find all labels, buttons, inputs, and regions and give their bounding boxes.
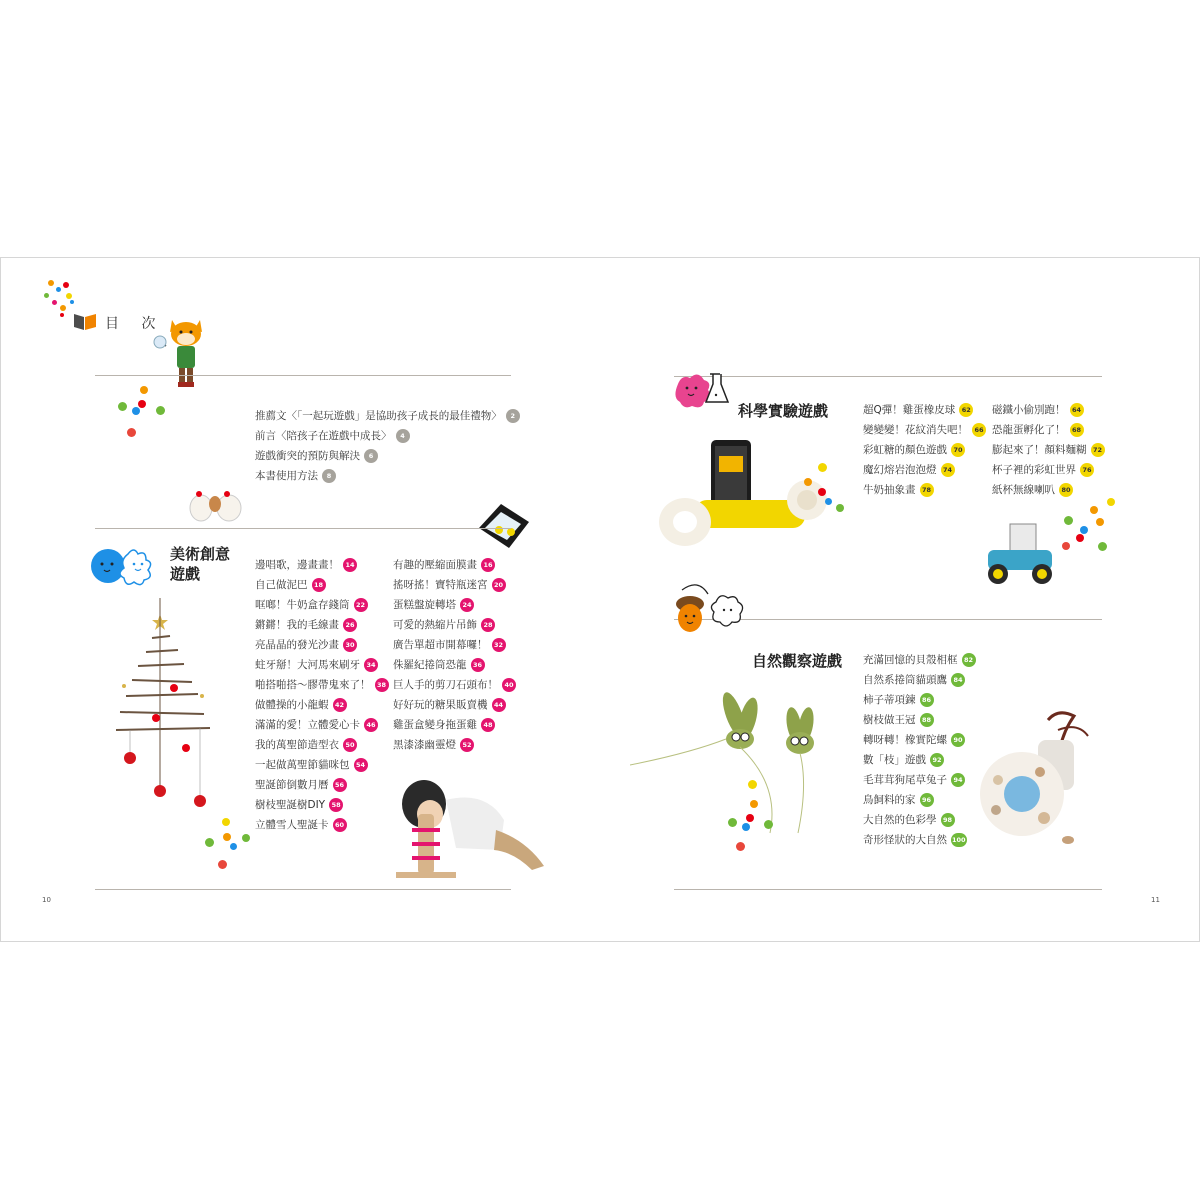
page-badge: 38 [375, 678, 389, 692]
egg-chicken-illustration [185, 488, 255, 524]
page-badge: 2 [506, 409, 520, 423]
page-badge: 74 [941, 463, 955, 477]
section-title-science: 科學實驗遊戲 [738, 402, 829, 420]
entry-title: 蛋糕盤旋轉塔 [393, 598, 456, 611]
page-badge: 34 [364, 658, 378, 672]
toc-entry[interactable] [863, 403, 973, 417]
toc-entry[interactable] [255, 429, 410, 443]
page-badge: 14 [343, 558, 357, 572]
page-badge: 82 [962, 653, 976, 667]
entry-title: 毛茸茸狗尾草兔子 [863, 773, 947, 786]
page-badge: 100 [951, 833, 967, 847]
toc-entry[interactable] [863, 733, 965, 747]
toc-entry[interactable] [863, 833, 967, 847]
entry-title: 哐啷！牛奶盒存錢筒 [255, 598, 350, 611]
page-badge: 86 [920, 693, 934, 707]
entry-title: 牛奶抽象畫 [863, 483, 916, 496]
toc-entry[interactable] [255, 778, 347, 792]
entry-title: 恐龍蛋孵化了！ [992, 423, 1066, 436]
toc-entry[interactable] [255, 678, 389, 692]
page-badge: 54 [354, 758, 368, 772]
page-badge: 32 [492, 638, 506, 652]
toc-entry[interactable] [393, 558, 495, 572]
entry-title: 好好玩的糖果販賣機 [393, 698, 488, 711]
toc-entry[interactable] [863, 813, 955, 827]
entry-title: 立體雪人聖誕卡 [255, 818, 329, 831]
toc-entry[interactable] [255, 698, 347, 712]
entry-title: 彩虹糖的顏色遊戲 [863, 443, 947, 456]
page-badge: 96 [920, 793, 934, 807]
page-badge: 18 [312, 578, 326, 592]
science-mascot-illustration [672, 368, 732, 410]
toc-entry[interactable] [992, 443, 1105, 457]
page-badge: 42 [333, 698, 347, 712]
page-badge: 68 [1070, 423, 1084, 437]
entry-title: 蛀牙掰！大河馬來刷牙 [255, 658, 360, 671]
entry-title: 數「枝」遊戲 [863, 753, 926, 766]
toc-entry[interactable] [393, 598, 474, 612]
toc-entry[interactable] [393, 658, 485, 672]
toc-entry[interactable] [393, 618, 495, 632]
entry-title: 樹枝做王冠 [863, 713, 916, 726]
toc-entry[interactable] [863, 793, 934, 807]
entry-title: 前言〈陪孩子在遊戲中成長〉 [255, 429, 392, 442]
twig-christmas-tree-illustration [112, 588, 222, 808]
toc-entry[interactable] [255, 469, 336, 483]
page-badge: 22 [354, 598, 368, 612]
shiba-dog-illustration [148, 312, 212, 396]
page-badge: 72 [1091, 443, 1105, 457]
section-title-nature: 自然觀察遊戲 [752, 652, 843, 670]
toc-heading: 目 次 [105, 316, 165, 332]
entry-title: 可愛的熱縮片吊飾 [393, 618, 477, 631]
entry-title: 侏羅紀捲筒恐龍 [393, 658, 467, 671]
toc-entry[interactable] [863, 653, 976, 667]
toc-entry[interactable] [255, 598, 368, 612]
entry-title: 亮晶晶的發光沙畫 [255, 638, 339, 651]
toc-entry[interactable] [863, 463, 955, 477]
book-icon [72, 312, 98, 332]
page-badge: 70 [951, 443, 965, 457]
entry-title: 充滿回憶的貝殼相框 [863, 653, 958, 666]
toc-entry[interactable] [863, 713, 934, 727]
toc-entry[interactable] [992, 423, 1084, 437]
toc-entry[interactable] [863, 773, 965, 787]
page-badge: 64 [1070, 403, 1084, 417]
toc-entry[interactable] [992, 403, 1084, 417]
toc-entry[interactable] [255, 658, 378, 672]
entry-title: 超Q彈！雞蛋橡皮球 [863, 403, 956, 416]
page-badge: 40 [502, 678, 516, 692]
page-badge: 16 [481, 558, 495, 572]
entry-title: 鳥飼料的家 [863, 793, 916, 806]
page-badge: 58 [329, 798, 343, 812]
page-badge: 80 [1059, 483, 1073, 497]
section-title-line1: 美術創意 [170, 545, 231, 563]
entry-title: 廣告單超市開幕囉！ [393, 638, 488, 651]
section-title-art [170, 544, 230, 584]
entry-title: 聖誕節倒數月曆 [255, 778, 329, 791]
toc-entry[interactable] [255, 558, 357, 572]
page-badge: 50 [343, 738, 357, 752]
entry-title: 有趣的壓縮面膜畫 [393, 558, 477, 571]
black-cat-lantern-illustration [475, 498, 535, 552]
entry-title: 膨起來了！顏料麵糊 [992, 443, 1087, 456]
nature-mascot-illustration [672, 580, 748, 636]
entry-title: 巨人手的剪刀石頭布！ [393, 678, 498, 691]
toc-entry[interactable] [255, 738, 357, 752]
toy-car-photo [980, 520, 1060, 590]
toc-entry[interactable] [393, 718, 495, 732]
entry-title: 搖呀搖！寶特瓶迷宮 [393, 578, 488, 591]
entry-title: 本書使用方法 [255, 469, 318, 482]
divider-line [95, 375, 511, 376]
toc-entry[interactable] [393, 678, 516, 692]
toc-entry[interactable] [393, 578, 506, 592]
page-badge: 46 [364, 718, 378, 732]
entry-title: 自己做泥巴 [255, 578, 308, 591]
toc-entry[interactable] [255, 818, 347, 832]
entry-title: 杯子裡的彩虹世界 [992, 463, 1076, 476]
page-badge: 20 [492, 578, 506, 592]
entry-title: 遊戲衝突的預防與解決 [255, 449, 360, 462]
entry-title: 邊唱歌，邊畫畫！ [255, 558, 339, 571]
page-badge: 88 [920, 713, 934, 727]
toc-entry[interactable] [255, 409, 520, 423]
toc-entry[interactable] [863, 673, 965, 687]
page-badge: 76 [1080, 463, 1094, 477]
section-title-line2: 遊戲 [170, 565, 201, 583]
page-number-left: 10 [42, 896, 51, 904]
entry-title: 魔幻熔岩泡泡燈 [863, 463, 937, 476]
page-badge: 6 [364, 449, 378, 463]
toc-entry[interactable] [255, 578, 326, 592]
entry-title: 磁鐵小偷別跑！ [992, 403, 1066, 416]
entry-title: 大自然的色彩學 [863, 813, 937, 826]
entry-title: 啪搭啪搭～膠帶鬼來了！ [255, 678, 371, 691]
page-badge: 26 [343, 618, 357, 632]
entry-title: 滿滿的愛！立體愛心卡 [255, 718, 360, 731]
paper-cup-speaker-photo [655, 440, 835, 555]
page-badge: 94 [951, 773, 965, 787]
art-mascot-illustration [88, 542, 166, 588]
toc-entry[interactable] [863, 443, 965, 457]
divider-line [95, 889, 511, 890]
page-badge: 92 [930, 753, 944, 767]
page-badge: 28 [481, 618, 495, 632]
page-badge: 30 [343, 638, 357, 652]
page-number-right: 11 [1151, 896, 1160, 904]
entry-title: 奇形怪狀的大自然 [863, 833, 947, 846]
divider-line [674, 889, 1102, 890]
entry-title: 變變變！花紋消失吧！ [863, 423, 968, 436]
page-badge: 60 [333, 818, 347, 832]
toc-entry[interactable] [393, 738, 474, 752]
toc-entry[interactable] [863, 753, 944, 767]
page-badge: 62 [959, 403, 973, 417]
divider-line [674, 376, 1102, 377]
divider-line [95, 528, 511, 529]
page-badge: 78 [920, 483, 934, 497]
entry-title: 黑漆漆幽靈燈 [393, 738, 456, 751]
page-badge: 90 [951, 733, 965, 747]
child-playing-photo [396, 770, 551, 880]
page-badge: 84 [951, 673, 965, 687]
entry-title: 柿子蒂項鍊 [863, 693, 916, 706]
page-badge: 98 [941, 813, 955, 827]
entry-title: 轉呀轉！橡實陀螺 [863, 733, 947, 746]
toc-entry[interactable] [255, 618, 357, 632]
page-badge: 66 [972, 423, 986, 437]
entry-title: 我的萬聖節造型衣 [255, 738, 339, 751]
page-badge: 48 [481, 718, 495, 732]
toc-entry[interactable] [255, 449, 378, 463]
toc-entry[interactable] [255, 758, 368, 772]
toc-entry[interactable] [992, 463, 1094, 477]
toc-entry[interactable] [255, 718, 378, 732]
page-badge: 52 [460, 738, 474, 752]
entry-title: 一起做萬聖節貓咪包 [255, 758, 350, 771]
entry-title: 鏘鏘！我的毛線畫 [255, 618, 339, 631]
entry-title: 紙杯無線喇叭 [992, 483, 1055, 496]
grass-bunny-photo [630, 685, 840, 835]
toc-entry[interactable] [393, 638, 506, 652]
entry-title: 做體操的小龍蝦 [255, 698, 329, 711]
page-badge: 8 [322, 469, 336, 483]
toc-entry[interactable] [863, 693, 934, 707]
entry-title: 推薦文〈「一起玩遊戲」是協助孩子成長的最佳禮物〉 [255, 409, 502, 422]
toc-entry[interactable] [255, 798, 343, 812]
toc-entry[interactable] [393, 698, 506, 712]
toc-entry[interactable] [863, 483, 934, 497]
toc-entry[interactable] [992, 483, 1073, 497]
entry-title: 雞蛋盒變身拖蛋雞 [393, 718, 477, 731]
page-badge: 24 [460, 598, 474, 612]
toc-entry[interactable] [255, 638, 357, 652]
entry-title: 樹枝聖誕樹DIY [255, 798, 326, 811]
entry-title: 自然系捲筒貓頭鷹 [863, 673, 947, 686]
shell-photo-frame [978, 710, 1093, 855]
page-badge: 36 [471, 658, 485, 672]
page-badge: 4 [396, 429, 410, 443]
page-badge: 44 [492, 698, 506, 712]
page-badge: 56 [333, 778, 347, 792]
toc-entry[interactable] [863, 423, 986, 437]
